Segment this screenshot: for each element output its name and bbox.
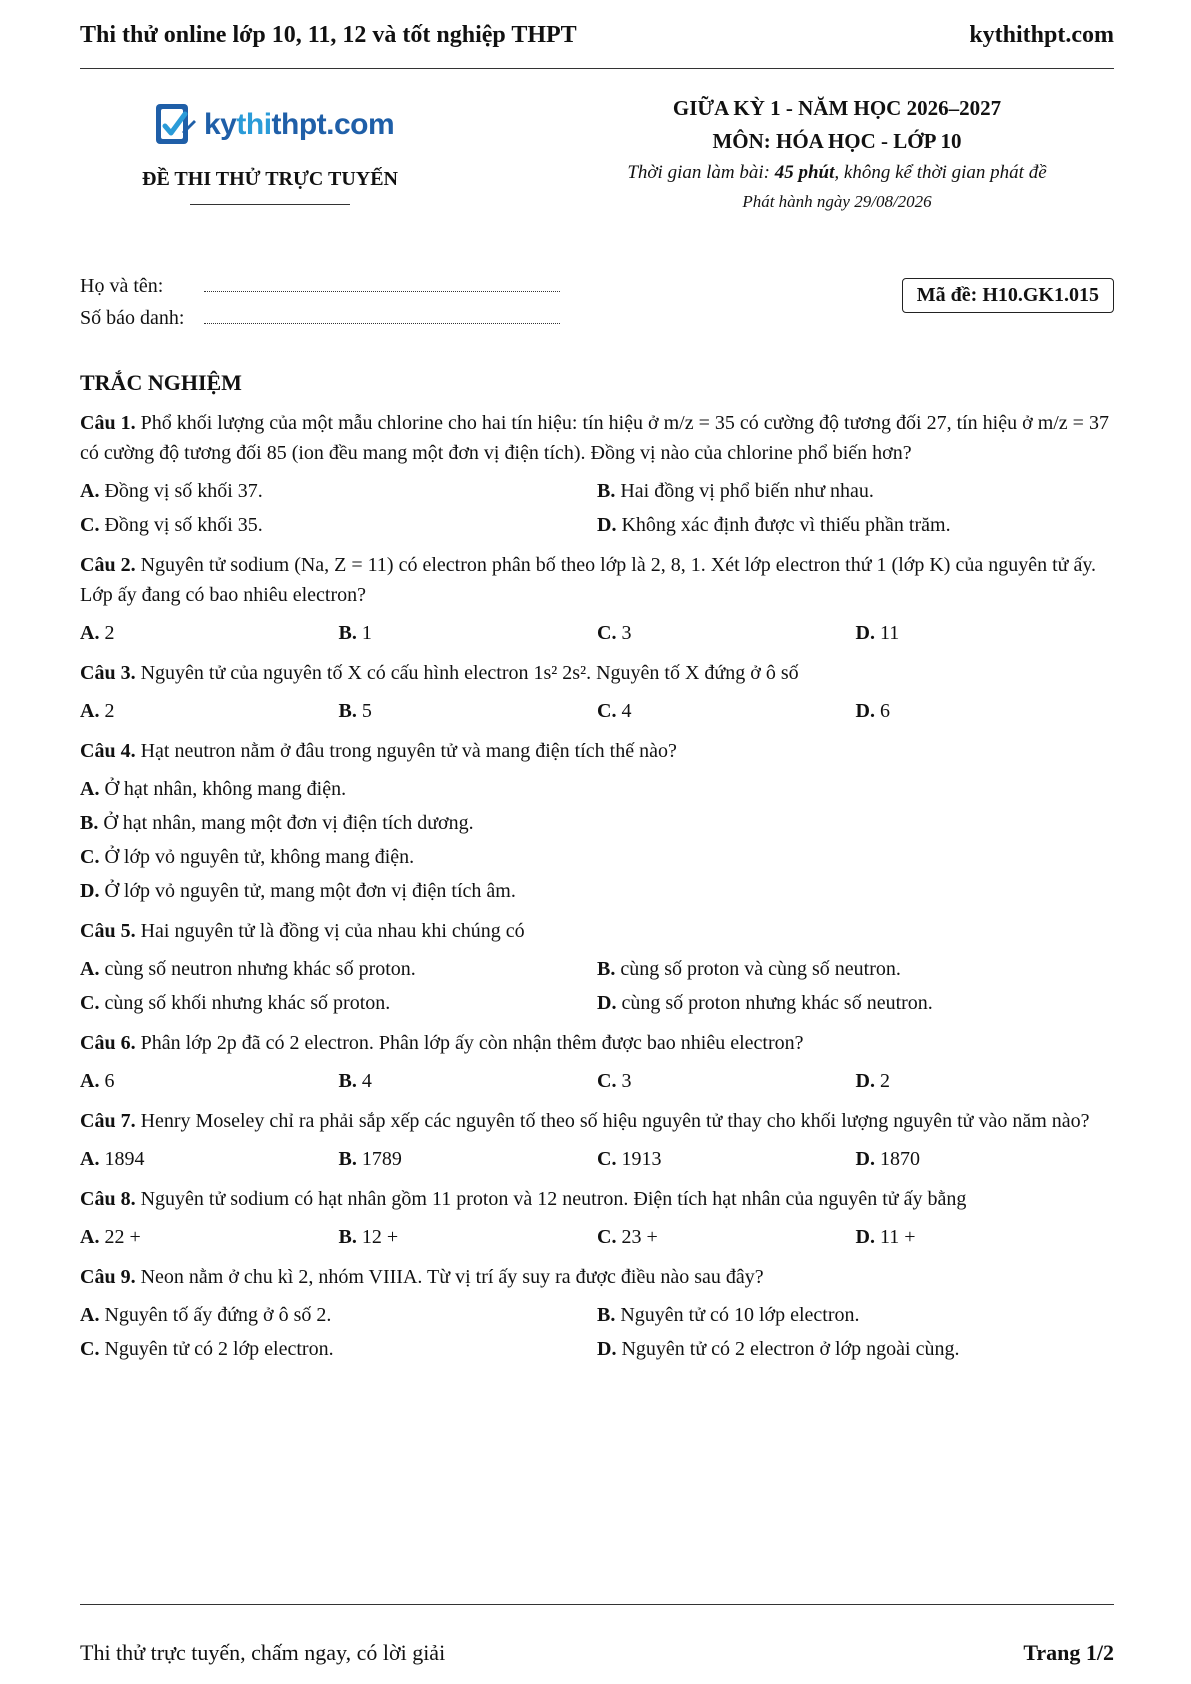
question-list — [80, 408, 1114, 1374]
option-letter: C. — [597, 1148, 617, 1170]
option-letter: C. — [80, 992, 100, 1014]
option-text: 5 — [361, 700, 372, 722]
question-body: Neon nằm ở chu kì 2, nhóm VIIIA. Từ vị trí ấy suy ra được điều nào sau đây? — [140, 1266, 764, 1288]
option-letter: D. — [855, 622, 875, 644]
option-letter: C. — [80, 846, 100, 868]
answer-option[interactable] — [597, 1222, 856, 1252]
name-label: Họ và tên: — [80, 275, 164, 297]
student-info — [80, 266, 560, 330]
answer-option[interactable] — [856, 1066, 1115, 1096]
header-title: Thi thử online lớp 10, 11, 12 và tốt nghiệp THPT — [80, 22, 577, 48]
option-letter: A. — [80, 1070, 100, 1092]
answer-option[interactable] — [597, 1066, 856, 1096]
option-text: 1913 — [621, 1148, 662, 1170]
question-body: Hạt neutron nằm ở đâu trong nguyên tử và mang điện tích thế nào? — [140, 740, 677, 762]
option-letter: A. — [80, 1304, 100, 1326]
answer-option[interactable] — [597, 954, 1114, 984]
option-text: cùng số neutron nhưng khác số proton. — [104, 958, 416, 980]
option-letter: B. — [597, 480, 616, 502]
answer-option[interactable] — [80, 1300, 597, 1330]
answer-option[interactable] — [856, 618, 1115, 648]
exam-page — [80, 0, 1114, 1684]
answer-option[interactable] — [80, 510, 597, 540]
option-text: Ở hạt nhân, mang một đơn vị điện tích dương. — [103, 812, 474, 834]
option-letter: D. — [80, 880, 100, 902]
option-letter: D. — [597, 514, 617, 536]
question-item — [80, 550, 1114, 648]
exam-type-label: ĐỀ THI THỬ TRỰC TUYẾN — [142, 168, 398, 190]
option-letter: D. — [855, 1070, 875, 1092]
option-letter: C. — [80, 1338, 100, 1360]
answer-option[interactable] — [80, 808, 1114, 838]
option-text: 2 — [104, 622, 115, 644]
answer-option[interactable] — [80, 1144, 339, 1174]
option-letter: B. — [338, 1226, 357, 1248]
option-letter: B. — [338, 700, 357, 722]
option-text: 22 + — [104, 1226, 141, 1248]
option-letter: C. — [80, 514, 100, 536]
id-field[interactable] — [204, 303, 560, 324]
option-text: Hai đồng vị phổ biến như nhau. — [620, 480, 874, 502]
answer-options — [80, 1144, 1114, 1174]
option-text: 12 + — [361, 1226, 399, 1248]
name-field[interactable] — [204, 271, 560, 292]
footer — [80, 1640, 1114, 1666]
exam-subject: MÔN: HÓA HỌC - LỚP 10 — [712, 129, 962, 153]
option-text: Ở lớp vỏ nguyên tử, không mang điện. — [104, 846, 415, 868]
question-body: Phân lớp 2p đã có 2 electron. Phân lớp ấy còn nhận thêm được bao nhiêu electron? — [140, 1032, 804, 1054]
logo-check-icon — [152, 102, 198, 148]
question-number: Câu 6. — [80, 1032, 136, 1054]
exam-title: GIỮA KỲ 1 - NĂM HỌC 2026–2027 — [672, 96, 1002, 120]
question-body: Henry Moseley chỉ ra phải sắp xếp các nguyên tố theo số hiệu nguyên tử thay cho khối lượng nguyên tử vào năm nào? — [140, 1110, 1090, 1132]
answer-option[interactable] — [80, 774, 1114, 804]
subtitle-underline — [190, 204, 350, 205]
answer-option[interactable] — [80, 1334, 597, 1364]
option-letter: B. — [338, 622, 357, 644]
question-text — [80, 736, 1114, 766]
option-letter: A. — [80, 700, 100, 722]
option-letter: A. — [80, 622, 100, 644]
question-number: Câu 2. — [80, 554, 136, 576]
option-text: 3 — [621, 1070, 632, 1092]
answer-option[interactable] — [80, 618, 339, 648]
option-text: 6 — [879, 700, 890, 722]
question-text — [80, 550, 1114, 610]
option-text: 3 — [621, 622, 632, 644]
question-body: Hai nguyên tử là đồng vị của nhau khi chúng có — [140, 920, 525, 942]
exam-info — [560, 96, 1114, 212]
answer-option[interactable] — [597, 618, 856, 648]
answer-option[interactable] — [597, 988, 1114, 1018]
option-text: 2 — [104, 700, 115, 722]
option-letter: B. — [597, 1304, 616, 1326]
question-item — [80, 1184, 1114, 1252]
option-text: cùng số proton nhưng khác số neutron. — [621, 992, 933, 1014]
top-header — [80, 22, 1114, 49]
option-letter: A. — [80, 1226, 100, 1248]
option-text: Không xác định được vì thiếu phần trăm. — [621, 514, 951, 536]
option-letter: D. — [855, 700, 875, 722]
option-text: cùng số khối nhưng khác số proton. — [104, 992, 391, 1014]
question-number: Câu 4. — [80, 740, 136, 762]
option-text: Đồng vị số khối 35. — [104, 514, 263, 536]
option-letter: D. — [855, 1226, 875, 1248]
option-text: Nguyên tử có 10 lớp electron. — [620, 1304, 860, 1326]
option-letter: C. — [597, 1226, 617, 1248]
answer-option[interactable] — [80, 842, 1114, 872]
answer-option[interactable] — [597, 510, 1114, 540]
option-text: Nguyên tử có 2 electron ở lớp ngoài cùng. — [621, 1338, 960, 1360]
option-text: Ở lớp vỏ nguyên tử, mang một đơn vị điện tích âm. — [104, 880, 516, 902]
answer-option[interactable] — [597, 476, 1114, 506]
answer-options — [80, 1222, 1114, 1252]
answer-options — [80, 696, 1114, 726]
question-number: Câu 7. — [80, 1110, 136, 1132]
exam-time: Thời gian làm bài: 45 phút, không kể thời gian phát đề — [627, 162, 1047, 183]
answer-option[interactable] — [339, 1222, 598, 1252]
question-item — [80, 916, 1114, 1018]
answer-option[interactable] — [856, 1222, 1115, 1252]
option-letter: A. — [80, 1148, 100, 1170]
option-letter: A. — [80, 958, 100, 980]
question-item — [80, 1106, 1114, 1174]
option-letter: A. — [80, 480, 100, 502]
option-letter: D. — [597, 992, 617, 1014]
id-label: Số báo danh: — [80, 307, 185, 329]
option-text: 2 — [879, 1070, 890, 1092]
answer-option[interactable] — [339, 618, 598, 648]
question-item — [80, 1262, 1114, 1364]
question-text — [80, 1262, 1114, 1292]
question-body: Nguyên tử của nguyên tố X có cấu hình electron 1s² 2s². Nguyên tố X đứng ở ô số — [140, 662, 799, 684]
page-number: Trang 1/2 — [1023, 1640, 1114, 1665]
option-text: 1894 — [104, 1148, 145, 1170]
answer-option[interactable] — [80, 954, 597, 984]
answer-option[interactable] — [856, 1144, 1115, 1174]
option-text: Nguyên tử có 2 lớp electron. — [104, 1338, 334, 1360]
option-text: Đồng vị số khối 37. — [104, 480, 263, 502]
footer-rule — [80, 1604, 1114, 1605]
option-letter: D. — [855, 1148, 875, 1170]
option-text: 4 — [361, 1070, 372, 1092]
option-letter: C. — [597, 700, 617, 722]
answer-option[interactable] — [339, 1144, 598, 1174]
question-text — [80, 408, 1114, 468]
option-letter: C. — [597, 622, 617, 644]
answer-options — [80, 1300, 1114, 1364]
question-text — [80, 1028, 1114, 1058]
answer-options — [80, 954, 1114, 1018]
answer-options — [80, 476, 1114, 540]
logo-text: kythithpt.com — [204, 108, 395, 141]
option-letter: B. — [338, 1148, 357, 1170]
option-text: Ở hạt nhân, không mang điện. — [104, 778, 347, 800]
exam-code: Mã đề: H10.GK1.015 — [902, 278, 1114, 313]
exam-release-date: Phát hành ngày 29/08/2026 — [742, 192, 932, 211]
question-number: Câu 8. — [80, 1188, 136, 1210]
question-item — [80, 736, 1114, 906]
answer-option[interactable] — [80, 696, 339, 726]
option-text: 11 + — [879, 1226, 916, 1248]
option-text: 1 — [361, 622, 372, 644]
option-letter: B. — [338, 1070, 357, 1092]
answer-option[interactable] — [597, 696, 856, 726]
question-number: Câu 9. — [80, 1266, 136, 1288]
answer-options — [80, 618, 1114, 648]
question-number: Câu 3. — [80, 662, 136, 684]
answer-option[interactable] — [339, 1066, 598, 1096]
option-text: 1789 — [361, 1148, 402, 1170]
option-text: 6 — [104, 1070, 115, 1092]
answer-option[interactable] — [339, 696, 598, 726]
option-text: 23 + — [621, 1226, 658, 1248]
question-text — [80, 1184, 1114, 1214]
footer-tagline: Thi thử trực tuyến, chấm ngay, có lời giải — [80, 1640, 446, 1665]
section-title: TRẮC NGHIỆM — [80, 370, 242, 395]
option-letter: D. — [597, 1338, 617, 1360]
answer-option[interactable] — [597, 1334, 1114, 1364]
option-letter: A. — [80, 778, 100, 800]
answer-options — [80, 1066, 1114, 1096]
question-item — [80, 658, 1114, 726]
answer-option[interactable] — [80, 476, 597, 506]
answer-option[interactable] — [80, 988, 597, 1018]
option-text: 4 — [621, 700, 632, 722]
answer-options — [80, 774, 1114, 906]
header-rule — [80, 68, 1114, 69]
option-text: Nguyên tố ấy đứng ở ô số 2. — [104, 1304, 332, 1326]
answer-option[interactable] — [80, 876, 1114, 906]
option-text: 1870 — [879, 1148, 920, 1170]
option-text: cùng số proton và cùng số neutron. — [620, 958, 901, 980]
question-text — [80, 1106, 1114, 1136]
site-logo[interactable] — [152, 102, 394, 148]
answer-option[interactable] — [80, 1066, 339, 1096]
question-body: Phổ khối lượng của một mẫu chlorine cho hai tín hiệu: tín hiệu ở m/z = 35 có cường độ tương đối 27, tín hiệu ở m/z = 37 có cường độ tương đối 85 (ion đều mang một đơn vị điện tích). Đồng vị nào của chlorine phổ biến hơn? — [80, 412, 1109, 464]
question-number: Câu 5. — [80, 920, 136, 942]
answer-option[interactable] — [597, 1300, 1114, 1330]
option-text: 11 — [879, 622, 900, 644]
question-body: Nguyên tử sodium có hạt nhân gồm 11 proton và 12 neutron. Điện tích hạt nhân của nguyên tử ấy bằng — [140, 1188, 967, 1210]
option-letter: B. — [80, 812, 99, 834]
answer-option[interactable] — [856, 696, 1115, 726]
answer-option[interactable] — [597, 1144, 856, 1174]
header-site[interactable]: kythithpt.com — [969, 22, 1114, 48]
option-letter: C. — [597, 1070, 617, 1092]
option-letter: B. — [597, 958, 616, 980]
answer-option[interactable] — [80, 1222, 339, 1252]
question-number: Câu 1. — [80, 412, 136, 434]
question-body: Nguyên tử sodium (Na, Z = 11) có electron phân bố theo lớp là 2, 8, 1. Xét lớp electron thứ 1 (lớp K) của nguyên tử ấy. Lớp ấy đang có bao nhiêu electron? — [80, 554, 1097, 606]
question-text — [80, 658, 1114, 688]
question-text — [80, 916, 1114, 946]
question-item — [80, 1028, 1114, 1096]
question-item — [80, 408, 1114, 540]
